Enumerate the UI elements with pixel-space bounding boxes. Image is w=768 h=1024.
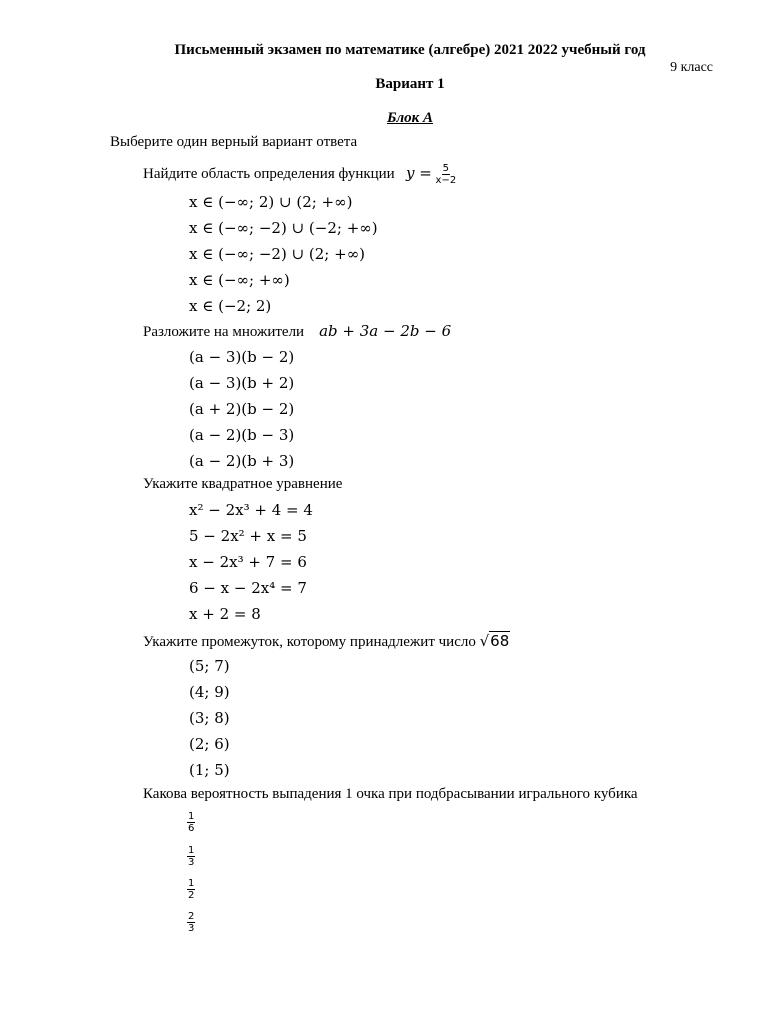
question-5 xyxy=(143,786,638,803)
question-3-text: Укажите квадратное уравнение xyxy=(143,476,343,492)
option-2-numerator: 1 xyxy=(188,845,195,856)
exam-title: Письменный экзамен по математике (алгебре) 2021 2022 учебный год xyxy=(174,42,646,58)
question-2-option-1: (a − 3)(b − 2) xyxy=(189,348,295,366)
question-2 xyxy=(143,322,451,341)
sqrt-radicand: 68 xyxy=(490,632,510,650)
option-1-numerator: 1 xyxy=(188,811,195,822)
fraction-denominator: x−2 xyxy=(435,175,457,186)
question-1-option-1: x ∈ (−∞; 2) ∪ (2; +∞) xyxy=(189,193,353,211)
question-1-formula-prefix: y = xyxy=(405,163,432,182)
question-2-option-4: (a − 2)(b − 3) xyxy=(189,426,295,444)
question-5-option-4 xyxy=(187,911,195,934)
fraction-numerator: 5 xyxy=(442,163,450,174)
question-2-option-3: (a + 2)(b − 2) xyxy=(189,400,295,418)
option-3-denominator: 2 xyxy=(188,890,195,901)
option-3-numerator: 1 xyxy=(188,878,195,889)
question-4-sqrt: √68 xyxy=(479,632,510,650)
question-4-option-3: (3; 8) xyxy=(189,709,230,727)
question-1-option-3: x ∈ (−∞; −2) ∪ (2; +∞) xyxy=(189,245,366,263)
question-1-option-4: x ∈ (−∞; +∞) xyxy=(189,271,290,289)
question-1-fraction xyxy=(436,163,457,186)
question-2-text: Разложите на множители xyxy=(143,324,305,340)
question-5-option-3 xyxy=(187,878,195,901)
question-1 xyxy=(143,163,456,186)
variant-heading: Вариант 1 xyxy=(375,76,445,92)
option-4-denominator: 3 xyxy=(188,923,195,934)
question-2-option-5: (a − 2)(b + 3) xyxy=(189,452,295,470)
question-4 xyxy=(143,632,510,651)
question-3-option-3: x − 2x³ + 7 = 6 xyxy=(189,553,307,571)
question-4-text: Укажите промежуток, которому принадлежит число xyxy=(143,634,476,650)
grade-label: 9 класс xyxy=(670,60,713,75)
block-heading: Блок А xyxy=(386,110,434,126)
question-1-option-5: x ∈ (−2; 2) xyxy=(189,297,272,315)
question-5-option-2 xyxy=(187,845,195,868)
question-3-option-4: 6 − x − 2x⁴ = 7 xyxy=(189,579,307,597)
question-4-option-5: (1; 5) xyxy=(189,761,230,779)
question-2-option-2: (a − 3)(b + 2) xyxy=(189,374,295,392)
question-1-text: Найдите область определения функции xyxy=(143,165,395,182)
question-4-option-4: (2; 6) xyxy=(189,735,230,753)
question-3-option-1: x² − 2x³ + 4 = 4 xyxy=(189,501,313,519)
question-1-option-2: x ∈ (−∞; −2) ∪ (−2; +∞) xyxy=(189,219,378,237)
question-3-option-5: x + 2 = 8 xyxy=(189,605,261,623)
option-4-numerator: 2 xyxy=(188,911,195,922)
question-3 xyxy=(143,476,342,493)
question-5-text: Какова вероятность выпадения 1 очка при подбрасывании игрального кубика xyxy=(143,786,638,802)
question-5-option-1 xyxy=(187,811,195,834)
option-1-denominator: 6 xyxy=(188,823,195,834)
question-4-option-1: (5; 7) xyxy=(189,657,230,675)
option-2-denominator: 3 xyxy=(188,857,195,868)
instruction-text: Выберите один верный вариант ответа xyxy=(110,134,358,150)
question-4-option-2: (4; 9) xyxy=(189,683,230,701)
question-3-option-2: 5 − 2x² + x = 5 xyxy=(189,527,307,545)
question-2-formula: ab + 3a − 2b − 6 xyxy=(319,322,452,340)
